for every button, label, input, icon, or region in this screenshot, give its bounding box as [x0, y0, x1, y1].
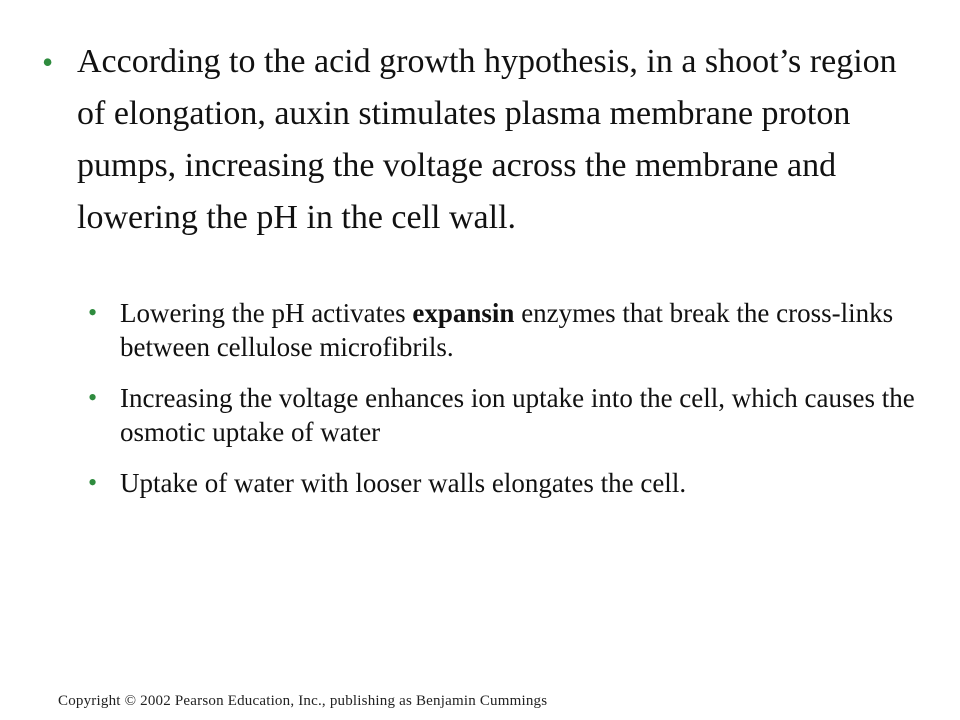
sub-bullet-text-part: enzymes that break the cross-links between cellulose microfibrils.: [120, 298, 894, 362]
sub-bullet-item: [88, 381, 918, 449]
sub-bullet-text: Increasing the voltage enhances ion uptake into the cell, which causes the osmotic uptake of water: [120, 383, 915, 447]
sub-bullet-text: Uptake of water with looser walls elongates the cell.: [120, 468, 687, 498]
sub-bullet-text-part: Lowering the pH activates: [120, 298, 413, 328]
sub-bullet-list: [88, 296, 918, 517]
sub-bullet-icon: •: [88, 468, 98, 497]
sub-bullet-item: [88, 466, 918, 500]
main-bullet-text: According to the acid growth hypothesis, in a shoot’s region of elongation, auxin stimulates plasma membrane proton pumps, increasing the voltage across the membrane and lowering the pH in the cell wall.: [77, 43, 897, 236]
sub-bullet-item: [88, 296, 918, 364]
sub-bullet-icon: •: [88, 298, 98, 327]
expansin-term: expansin: [412, 298, 515, 328]
main-bullet-item: [42, 36, 922, 244]
main-bullet-icon: •: [42, 44, 54, 80]
copyright-footer: Copyright © 2002 Pearson Education, Inc., publishing as Benjamin Cummings: [58, 693, 548, 709]
sub-bullet-icon: •: [88, 383, 98, 412]
sub-bullet-text: [120, 296, 918, 364]
